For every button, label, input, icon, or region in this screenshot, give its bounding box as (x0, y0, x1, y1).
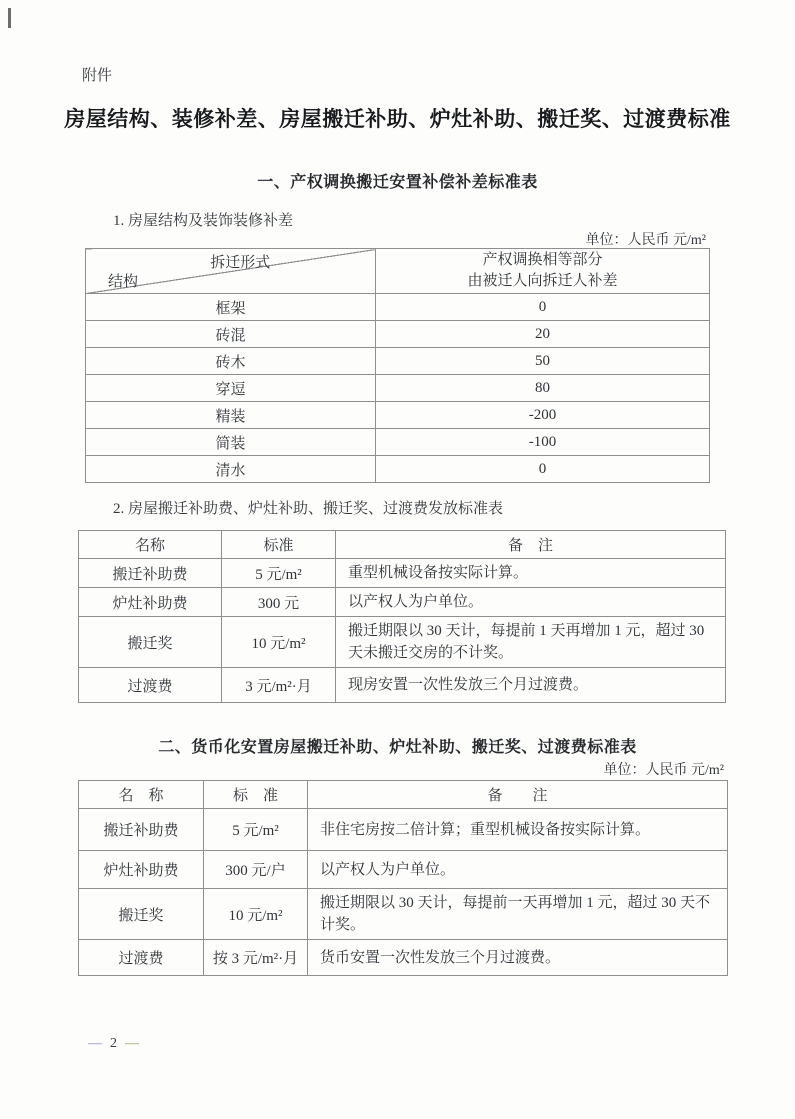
standard-cell: 按 3 元/m²·月 (204, 940, 308, 976)
structure-cell: 砖混 (86, 321, 376, 348)
table-row (86, 456, 710, 483)
diagonal-header-top-label: 拆迁形式 (210, 255, 271, 271)
diagonal-header-cell (86, 249, 376, 294)
unit-note-table1: 单位：人民币 元/m² (585, 233, 706, 248)
page-number-dash-right: — (125, 1036, 141, 1051)
value-header-cell (376, 249, 710, 294)
table-header-row (79, 781, 728, 809)
remark-header-cell: 备 注 (336, 531, 726, 559)
table-row (86, 348, 710, 375)
page-number-value: 2 (110, 1036, 119, 1051)
subsection2-heading: 2. 房屋搬迁补助费、炉灶补助、搬迁奖、过渡费发放标准表 (113, 501, 504, 517)
name-cell: 过渡费 (79, 668, 222, 703)
table-header-row (79, 531, 726, 559)
standard-cell: 10 元/m² (204, 889, 308, 940)
standard-cell: 5 元/m² (204, 809, 308, 851)
name-cell: 搬迁奖 (79, 617, 222, 668)
attachment-label: 附件 (82, 68, 113, 84)
name-header-cell: 名称 (79, 531, 222, 559)
table-row (79, 889, 728, 940)
value-cell: 0 (376, 294, 710, 321)
table-row (86, 402, 710, 429)
table-row (79, 940, 728, 976)
value-header-line2: 由被迁人向拆迁人补差 (467, 273, 618, 289)
table-row (79, 588, 726, 617)
value-cell: 0 (376, 456, 710, 483)
name-cell: 炉灶补助费 (79, 588, 222, 617)
standard-header-cell: 标准 (222, 531, 336, 559)
table-row (86, 429, 710, 456)
value-header-line1: 产权调换相等部分 (482, 252, 603, 268)
value-cell: 50 (376, 348, 710, 375)
table-row (86, 294, 710, 321)
standard-cell: 3 元/m²·月 (222, 668, 336, 703)
remark-cell: 搬迁期限以 30 天计，每提前一天再增加 1 元，超过 30 天不计奖。 (308, 889, 728, 940)
scan-artifact-mark (8, 8, 11, 28)
monetary-settlement-subsidy-table (78, 780, 728, 976)
structure-cell: 框架 (86, 294, 376, 321)
section2-heading: 二、货币化安置房屋搬迁补助、炉灶补助、搬迁奖、过渡费标准表 (158, 739, 637, 756)
name-cell: 炉灶补助费 (79, 851, 204, 889)
name-cell: 搬迁补助费 (79, 809, 204, 851)
unit-note-table3: 单位：人民币 元/m² (603, 763, 724, 778)
remark-cell: 搬迁期限以 30 天计，每提前 1 天再增加 1 元，超过 30 天未搬迁交房的不计奖。 (336, 617, 726, 668)
remark-header-cell: 备 注 (308, 781, 728, 809)
section1-heading: 一、产权调换搬迁安置补偿补差标准表 (257, 174, 538, 191)
standard-cell: 5 元/m² (222, 559, 336, 588)
standard-cell: 300 元/户 (204, 851, 308, 889)
name-header-cell: 名 称 (79, 781, 204, 809)
value-cell: -100 (376, 429, 710, 456)
value-cell: -200 (376, 402, 710, 429)
structure-cell: 精装 (86, 402, 376, 429)
name-cell: 搬迁补助费 (79, 559, 222, 588)
structure-compensation-table (85, 248, 710, 483)
structure-cell: 清水 (86, 456, 376, 483)
remark-cell: 货币安置一次性发放三个月过渡费。 (308, 940, 728, 976)
standard-cell: 10 元/m² (222, 617, 336, 668)
name-cell: 过渡费 (79, 940, 204, 976)
remark-cell: 非住宅房按二倍计算；重型机械设备按实际计算。 (308, 809, 728, 851)
page-number-dash-left: — (88, 1036, 104, 1051)
name-cell: 搬迁奖 (79, 889, 204, 940)
value-cell: 80 (376, 375, 710, 402)
remark-cell: 现房安置一次性发放三个月过渡费。 (336, 668, 726, 703)
structure-cell: 穿逗 (86, 375, 376, 402)
page-number (88, 1036, 141, 1052)
subsection1-heading: 1. 房屋结构及装饰装修补差 (113, 213, 294, 229)
table-header-row (86, 249, 710, 294)
standard-cell: 300 元 (222, 588, 336, 617)
table-row (79, 617, 726, 668)
table-row (79, 668, 726, 703)
table-row (86, 375, 710, 402)
remark-cell: 重型机械设备按实际计算。 (336, 559, 726, 588)
value-cell: 20 (376, 321, 710, 348)
standard-header-cell: 标 准 (204, 781, 308, 809)
table-row (79, 559, 726, 588)
table-row (79, 809, 728, 851)
diagonal-header-bottom-label: 结构 (108, 274, 139, 290)
table-row (79, 851, 728, 889)
structure-cell: 简装 (86, 429, 376, 456)
table-row (86, 321, 710, 348)
remark-cell: 以产权人为户单位。 (336, 588, 726, 617)
remark-cell: 以产权人为户单位。 (308, 851, 728, 889)
structure-cell: 砖木 (86, 348, 376, 375)
relocation-subsidy-table (78, 530, 726, 703)
document-title: 房屋结构、装修补差、房屋搬迁补助、炉灶补助、搬迁奖、过渡费标准 (64, 107, 731, 131)
